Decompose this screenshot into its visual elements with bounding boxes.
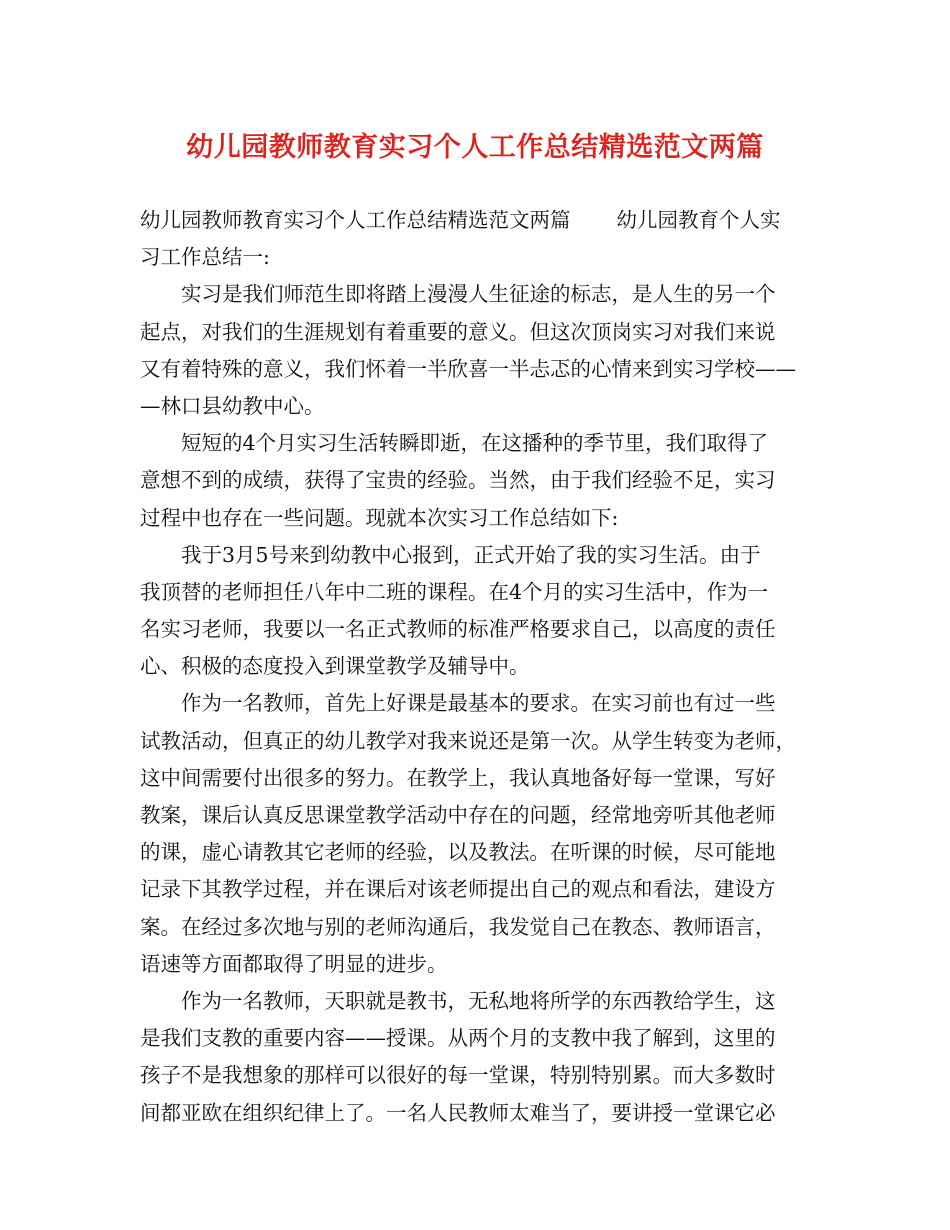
paragraph-1 xyxy=(140,276,820,425)
text-line: 作为一名教师，天职就是教书，无私地将所学的东西教给学生，这 xyxy=(181,988,776,1013)
text-line: —林口县幼教中心。 xyxy=(140,393,325,418)
text-line: 案。在经过多次地与别的老师沟通后，我发觉自己在教态、教师语言， xyxy=(140,914,776,939)
text-line: 记录下其教学过程，并在课后对该老师提出自己的观点和看法，建设方 xyxy=(140,877,776,902)
text-line: 的课，虚心请教其它老师的经验，以及教法。在听课的时候，尽可能地 xyxy=(140,840,776,865)
document-title: 幼儿园教师教育实习个人工作总结精选范文两篇 xyxy=(186,132,764,163)
intro-line-2: 习工作总结一: xyxy=(140,245,270,270)
text-line: 名实习老师，我要以一名正式教师的标准严格要求自己，以高度的责任 xyxy=(140,617,776,642)
intro-heading-text: 幼儿园教师教育实习个人工作总结精选范文两篇 xyxy=(140,208,571,232)
text-line: 心、积极的态度投入到课堂教学及辅导中。 xyxy=(140,654,530,679)
text-line: 又有着特殊的意义，我们怀着一半欣喜一半忐忑的心情来到实习学校—— xyxy=(140,356,796,381)
text-line: 作为一名教师，首先上好课是最基本的要求。在实习前也有过一些 xyxy=(181,691,776,716)
text-line: 短短的4个月实习生活转瞬即逝，在这播种的季节里，我们取得了 xyxy=(181,431,769,456)
paragraph-4 xyxy=(140,685,820,983)
text-line: 这中间需要付出很多的努力。在教学上，我认真地备好每一堂课，写好 xyxy=(140,765,776,790)
text-line: 我于3月5号来到幼教中心报到，正式开始了我的实习生活。由于 xyxy=(181,542,761,567)
paragraph-3 xyxy=(140,537,820,686)
text-line: 我顶替的老师担任八年中二班的课程。在4个月的实习生活中，作为一 xyxy=(140,579,769,604)
text-line: 试教活动，但真正的幼儿教学对我来说还是第一次。从学生转变为老师， xyxy=(140,728,796,753)
intro-line-1 xyxy=(140,202,820,239)
document-body xyxy=(140,202,820,1132)
paragraph-5 xyxy=(140,983,820,1132)
text-line: 意想不到的成绩，获得了宝贵的经验。当然，由于我们经验不足，实习 xyxy=(140,468,776,493)
text-line: 起点，对我们的生涯规划有着重要的意义。但这次顶岗实习对我们来说 xyxy=(140,319,776,344)
text-line: 过程中也存在一些问题。现就本次实习工作总结如下: xyxy=(140,505,619,530)
text-line: 是我们支教的重要内容——授课。从两个月的支教中我了解到，这里的 xyxy=(140,1026,776,1051)
text-line: 间都亚欧在组织纪律上了。一名人民教师太难当了，要讲授一堂课它必 xyxy=(140,1100,776,1125)
text-line: 孩子不是我想象的那样可以很好的每一堂课，特别特别累。而大多数时 xyxy=(140,1063,776,1088)
intro-subheading-text: 幼儿园教育个人实 xyxy=(616,208,781,232)
text-line: 语速等方面都取得了明显的进步。 xyxy=(140,951,448,976)
paragraph-2 xyxy=(140,425,820,537)
text-line: 教案，课后认真反思课堂教学活动中存在的问题，经常地旁听其他老师 xyxy=(140,803,776,827)
text-line: 实习是我们师范生即将踏上漫漫人生征途的标志，是人生的另一个 xyxy=(181,282,776,307)
